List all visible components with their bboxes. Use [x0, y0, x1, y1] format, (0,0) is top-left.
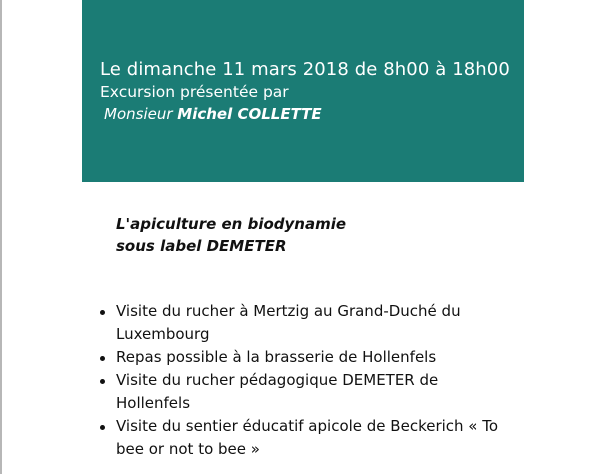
event-speaker: [104, 104, 510, 124]
subject-line-1: L'apiculture en biodynamie: [116, 215, 347, 233]
event-banner: [82, 0, 524, 182]
bullet-icon: [100, 310, 105, 315]
speaker-title: Monsieur: [104, 105, 173, 123]
bullet-icon: [100, 425, 105, 430]
program-item-text: Repas possible à la brasserie de Hollenfels: [116, 348, 437, 366]
program-item-text: Visite du sentier éducatif apicole de Beckerich « To bee or not to bee »: [116, 417, 499, 458]
program-list: [96, 300, 506, 461]
bullet-icon: [100, 356, 105, 361]
page-edge-rule: [0, 0, 2, 474]
subject-line-2: sous label DEMETER: [116, 237, 287, 255]
bullet-icon: [100, 379, 105, 384]
program-item: [96, 300, 506, 346]
program-item: [96, 369, 506, 415]
program-item-text: Visite du rucher pédagogique DEMETER de Hollenfels: [116, 371, 439, 412]
event-date: Le dimanche 11 mars 2018 de 8h00 à 18h00: [100, 59, 510, 80]
program-item-text: Visite du rucher à Mertzig au Grand-Duché du Luxembourg: [116, 302, 461, 343]
program-item: [96, 415, 506, 461]
speaker-name: Michel COLLETTE: [177, 105, 322, 123]
event-subtitle: Excursion présentée par: [100, 83, 289, 101]
program-item: [96, 346, 506, 369]
event-subject: [116, 213, 456, 257]
